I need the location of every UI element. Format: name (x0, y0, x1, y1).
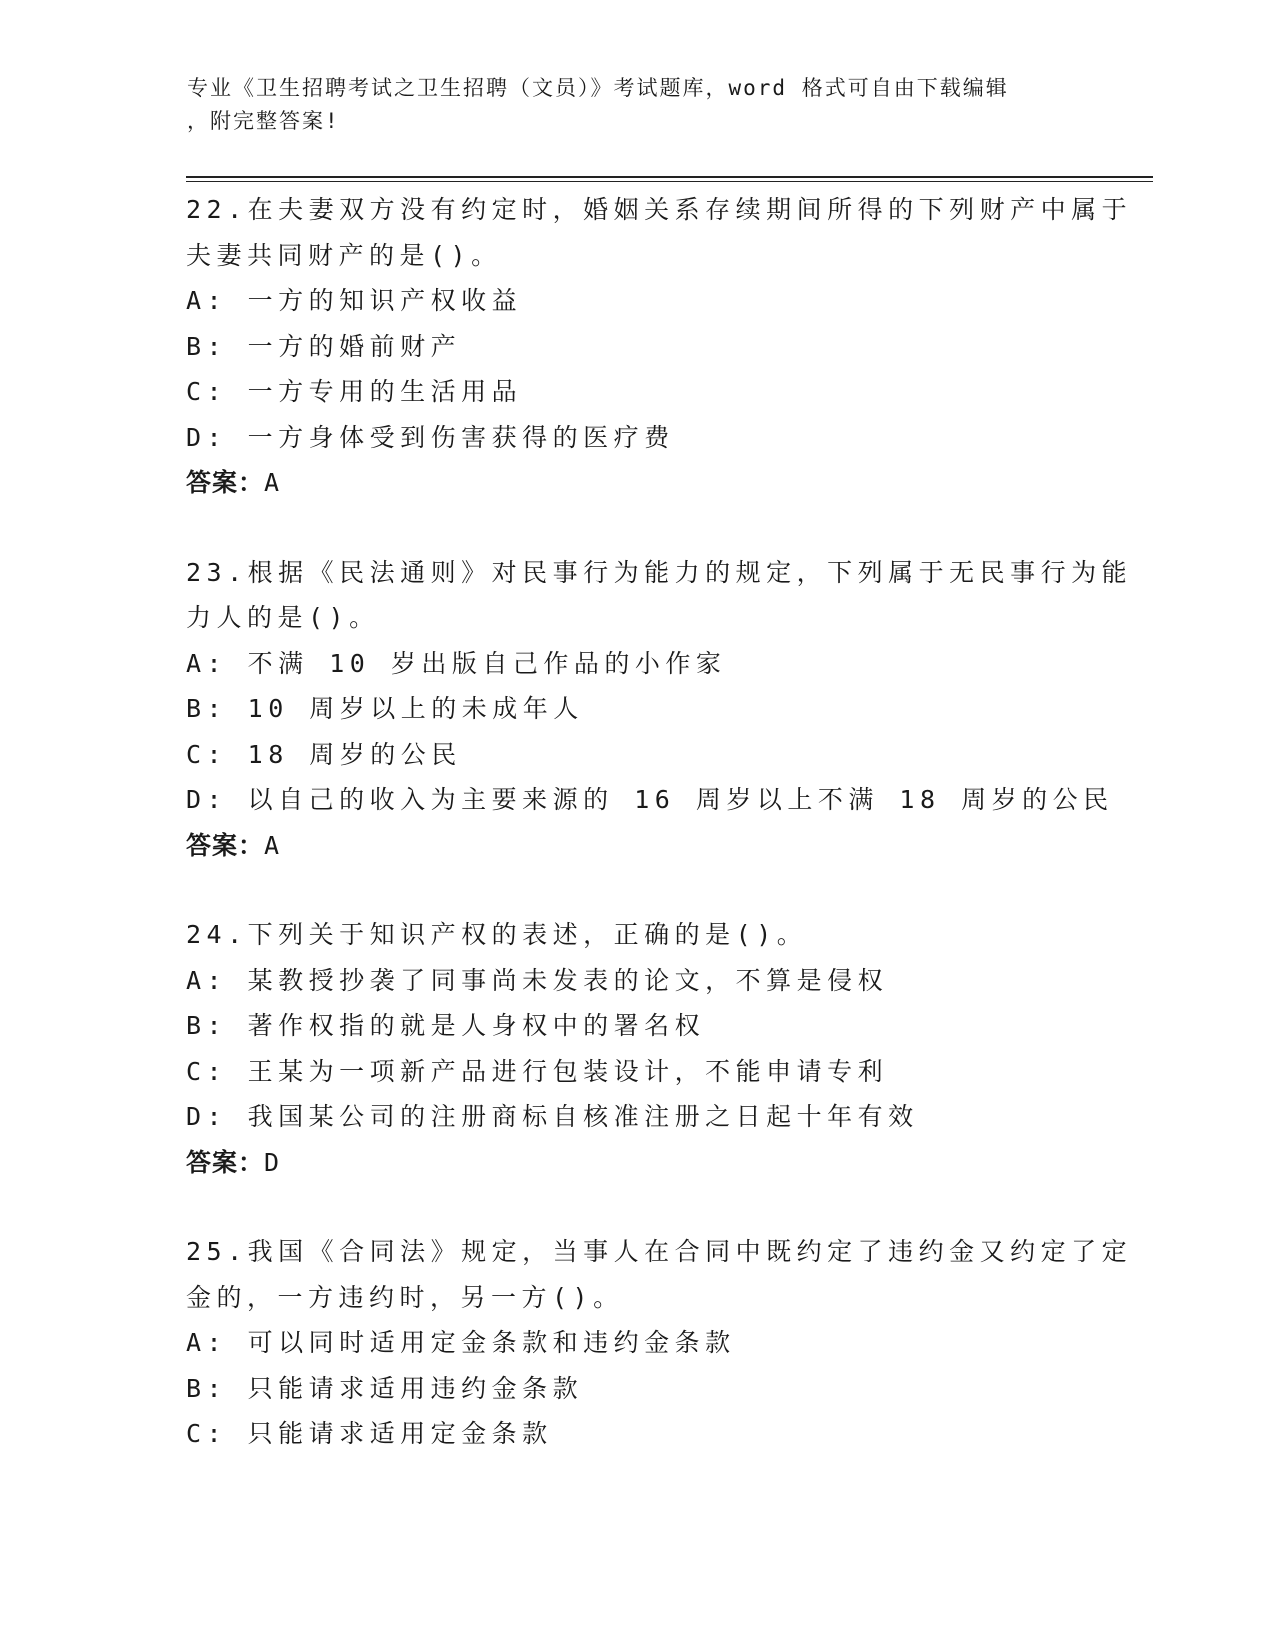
answer-label: 答案： (186, 1147, 265, 1177)
answer-label: 答案： (186, 830, 265, 860)
option-d: D: 一方身体受到伤害获得的医疗费 (186, 422, 675, 452)
option-c: C: 一方专用的生活用品 (186, 377, 523, 406)
question-23 (186, 550, 1133, 869)
question-stem: 23.根据《民法通则》对民事行为能力的规定，下列属于无民事行为能 (186, 557, 1133, 587)
question-22 (186, 187, 1133, 506)
option-b: B: 著作权指的就是人身权中的署名权 (186, 1011, 706, 1040)
header-divider-thick (186, 176, 1153, 178)
option-c: C: 王某为一项新产品进行包装设计，不能申请专利 (186, 1056, 889, 1086)
option-b: B: 一方的婚前财产 (186, 331, 462, 361)
question-24 (186, 912, 1086, 1185)
question-stem-continued: 金的，一方违约时，另一方()。 (186, 1282, 624, 1312)
answer-line (186, 1140, 1086, 1186)
question-stem: 22.在夫妻双方没有约定时，婚姻关系存续期间所得的下列财产中属于 (186, 195, 1133, 224)
answer-value: D (264, 1147, 281, 1177)
option-c: C: 只能请求适用定金条款 (186, 1419, 553, 1448)
answer-value: A (264, 468, 281, 497)
answer-line (186, 460, 1086, 506)
question-stem: 24.下列关于知识产权的表述，正确的是()。 (186, 920, 808, 949)
option-d: D: 我国某公司的注册商标自核准注册之日起十年有效 (186, 1102, 919, 1131)
question-stem: 25.我国《合同法》规定，当事人在合同中既约定了违约金又约定了定 (186, 1237, 1133, 1266)
option-b: B: 10 周岁以上的未成年人 (186, 694, 584, 723)
answer-value: A (264, 830, 281, 860)
option-a: A: 一方的知识产权收益 (186, 286, 523, 315)
option-a: A: 某教授抄袭了同事尚未发表的论文，不算是侵权 (186, 965, 889, 995)
option-a: A: 不满 10 岁出版自己作品的小作家 (186, 648, 727, 678)
question-stem-continued: 夫妻共同财产的是()。 (186, 240, 502, 270)
question-list (186, 187, 1133, 1501)
option-d: D: 以自己的收入为主要来源的 16 周岁以上不满 18 周岁的公民 (186, 785, 1114, 814)
header-line-1: 专业《卫生招聘考试之卫生招聘（文员）》考试题库，word 格式可自由下载编辑 (187, 76, 1009, 100)
option-b: B: 只能请求适用违约金条款 (186, 1373, 584, 1403)
question-stem-continued: 力人的是()。 (186, 603, 380, 632)
answer-label: 答案： (186, 468, 265, 497)
question-25 (186, 1229, 1133, 1457)
document-header (187, 72, 1067, 138)
header-divider-thin (186, 181, 1153, 182)
option-c: C: 18 周岁的公民 (186, 739, 462, 769)
header-line-2: ，附完整答案! (187, 109, 340, 133)
option-a: A: 可以同时适用定金条款和违约金条款 (186, 1328, 736, 1357)
answer-line (186, 823, 1086, 869)
